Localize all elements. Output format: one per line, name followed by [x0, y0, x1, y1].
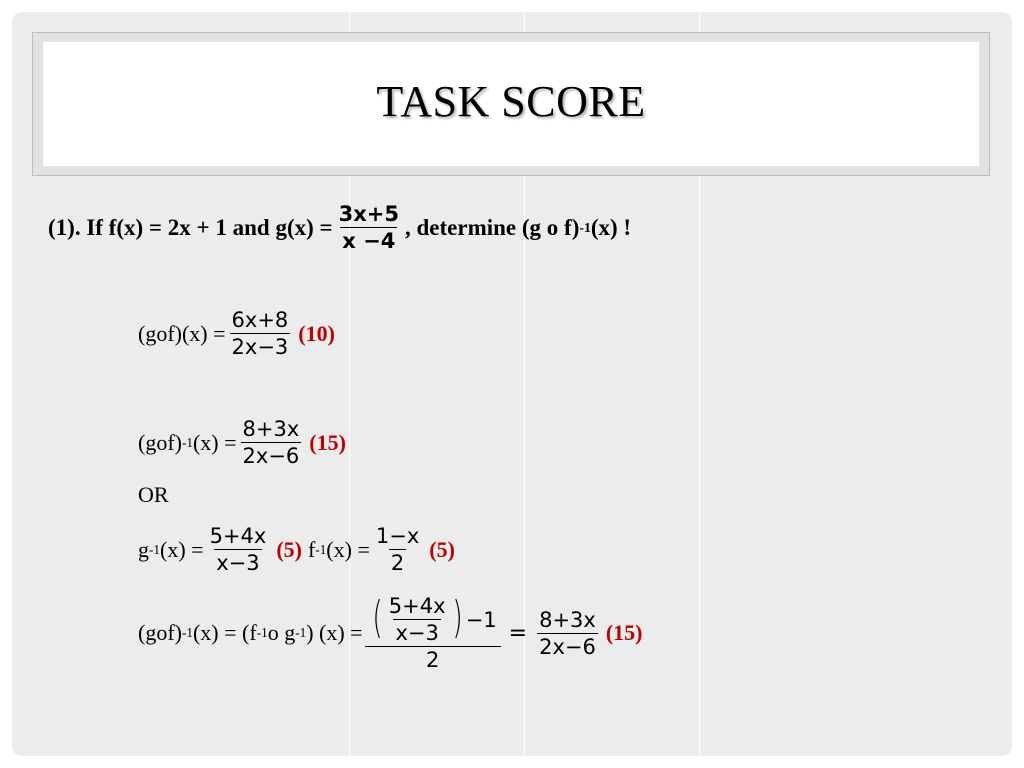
line1-lhs: (gof)(x) = [138, 320, 226, 346]
line2-denominator: 2x−6 [242, 444, 300, 469]
answer-line-1 [138, 308, 335, 359]
g-fraction [337, 202, 401, 253]
finv-fraction [374, 524, 421, 575]
ginv-fraction [208, 524, 269, 575]
finv-score: (5) [429, 536, 455, 562]
composite-numerator [367, 591, 499, 646]
line1-denominator: 2x−3 [231, 335, 289, 360]
composite-denominator: 2 [365, 646, 501, 672]
line2-numerator: 8+3x [242, 417, 300, 441]
question-line: (1). If f(x) = 2x + 1 and g(x) = $\frac{3x+5}{x -4}$ , determine (g o f) -1 (x) ! [48, 202, 632, 254]
result-fraction [537, 608, 598, 659]
slide-title: TASK SCORE [376, 76, 646, 126]
line1-fraction [230, 308, 291, 359]
line4-lhs-d: ) (x) = [306, 620, 363, 646]
line4-score: (15) [605, 620, 643, 646]
ginv-numerator: 5+4x [209, 524, 267, 548]
line1-score: (10) [298, 320, 335, 346]
or-line [138, 482, 169, 508]
composite-fraction [367, 591, 499, 673]
slide [12, 12, 1012, 756]
line2-score: (15) [309, 429, 346, 455]
line2-lhs-a: (gof) [138, 429, 182, 455]
minus-one: −1 [465, 607, 497, 632]
finv-denominator: 2 [390, 551, 405, 576]
title-box [32, 32, 990, 176]
or-text: OR [138, 482, 169, 507]
line3-f-a: f [307, 536, 316, 562]
result-denominator: 2x−6 [539, 634, 596, 659]
line4-lhs-b: (x) = (f [192, 620, 257, 646]
right-paren: ) [451, 591, 463, 643]
left-paren: ( [372, 591, 383, 643]
question-suffix: (x) ! [590, 214, 632, 240]
answer-line-2: (gof) -1 (x) = $\frac{8+3x}{2x-6}$ (15) [138, 417, 346, 469]
title-inner [43, 42, 979, 166]
line3-g-b: (x) = [160, 536, 204, 562]
line4-lhs-c: o g [267, 620, 296, 646]
question-prefix: (1). If f(x) = 2x + 1 and g(x) = [48, 214, 333, 240]
question-mid: , determine (g o f) [405, 214, 580, 240]
inner-numerator: 5+4x [388, 594, 446, 618]
line3-f-b: (x) = [326, 536, 370, 562]
ginv-score: (5) [276, 536, 302, 562]
equals-sign: = [508, 620, 528, 646]
finv-numerator: 1−x [375, 524, 420, 548]
line3-g-a: g [138, 536, 149, 562]
line2-lhs-b: (x) = [192, 429, 237, 455]
line4-lhs-a: (gof) [138, 620, 182, 646]
inner-denominator: x−3 [395, 621, 439, 646]
result-numerator: 8+3x [539, 607, 596, 632]
ginv-denominator: x−3 [216, 551, 260, 576]
line2-fraction [241, 417, 302, 468]
answer-line-3: g -1 (x) = $\frac{5+4x}{x-3}$ (5) f -1 (x) = $\frac{1-x}{2}$ (5) [138, 524, 455, 576]
g-denominator: x −4 [342, 229, 396, 254]
line1-numerator: 6x+8 [231, 308, 289, 332]
g-numerator: 3x+5 [338, 202, 399, 226]
answer-line-4: (gof) -1 (x) = (f -1 o g -1 ) (x) = ( $\frac{5+4x}{x-3}$ ) −1 2 = $\frac{8+3x}{2x-6}$ (15) [138, 591, 643, 673]
inner-fraction [387, 594, 448, 645]
